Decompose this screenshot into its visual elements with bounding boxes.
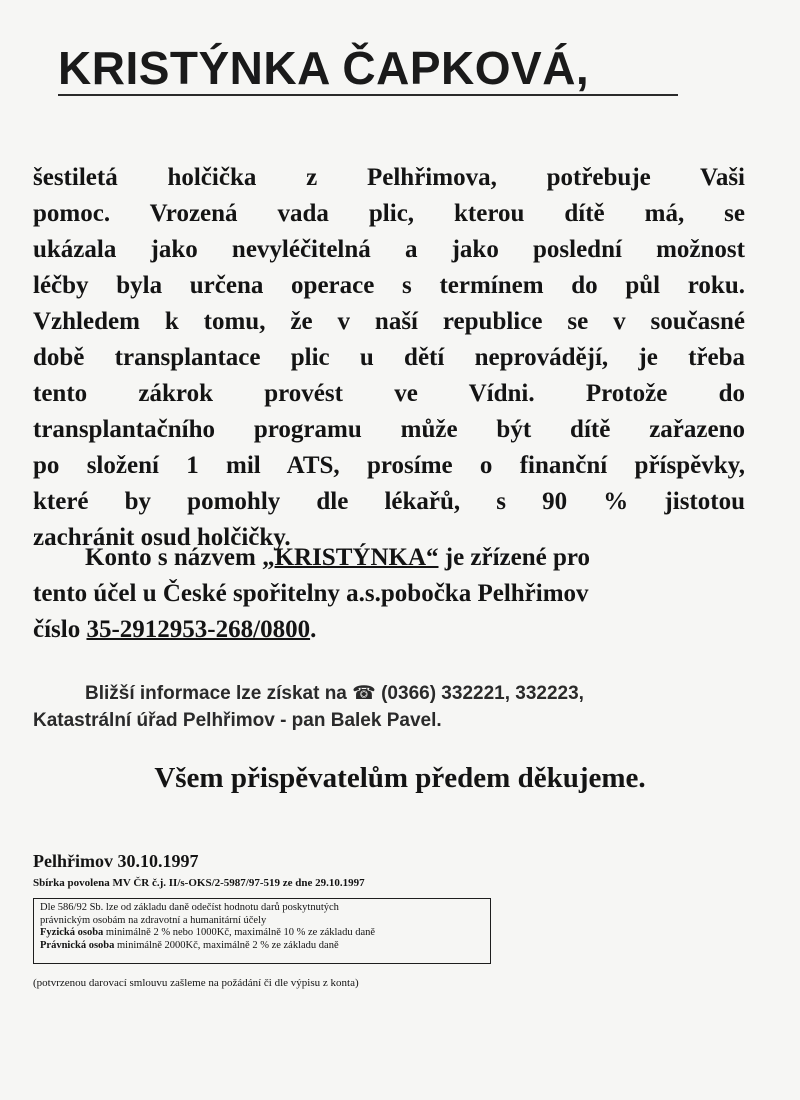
account-name: „KRISTÝNKA“ xyxy=(262,544,439,571)
account-number: 35-2912953-268/0800 xyxy=(86,616,311,643)
appeal-line: zachránit osud holčičky. xyxy=(33,524,291,551)
contact-line-2: Katastrální úřad Pelhřimov - pan Balek Pavel. xyxy=(33,710,442,731)
account-line-2: tento účel u České spořitelny a.s.pobočka Pelhřimov xyxy=(33,580,589,607)
natural-person-text: minimálně 2 % nebo 1000Kč, maximálně 10 % ze základu daně xyxy=(103,927,376,938)
appeal-paragraph xyxy=(33,160,745,556)
appeal-line: pomoc. Vrozená vada plic, kterou dítě má, se xyxy=(33,200,745,227)
appeal-line: léčby byla určena operace s termínem do půl roku. xyxy=(33,272,745,299)
headline-underline xyxy=(58,94,678,96)
contact-line-1 xyxy=(33,680,753,707)
contact-prefix: Bližší informace lze získat na xyxy=(85,683,353,704)
tax-line-2: právnickým osobám na zdravotní a humanitární účely xyxy=(40,914,267,926)
appeal-line: šestiletá holčička z Pelhřimova, potřebuje Vaši xyxy=(33,164,745,191)
legal-person-text: minimálně 2000Kč, maximálně 2 % ze základu daně xyxy=(114,939,339,951)
account-line-1-suffix: je zřízené pro xyxy=(438,544,591,571)
account-line-1 xyxy=(33,540,745,576)
tax-line-natural-person xyxy=(40,927,484,940)
account-line-3-prefix: číslo xyxy=(33,616,87,643)
appeal-line: transplantačního programu může být dítě zařazeno xyxy=(33,416,745,443)
tax-deduction-box xyxy=(33,898,491,964)
phone-numbers: (0366) 332221, 332223, xyxy=(375,683,584,704)
appeal-line: tento zákrok provést ve Vídni. Protože do xyxy=(33,380,745,407)
telephone-icon: ☎ xyxy=(352,683,376,704)
tax-line-1: Dle 586/92 Sb. lze od základu daně odečíst hodnotu darů poskytnutých xyxy=(40,902,339,913)
collection-permit: Sbírka povolena MV ČR č.j. II/s-OKS/2-5987/97-519 ze dne 29.10.1997 xyxy=(33,877,365,889)
account-line-3-suffix: . xyxy=(310,616,317,643)
contact-info xyxy=(33,680,753,734)
tax-line-legal-person xyxy=(40,940,484,953)
natural-person-label: Fyzická osoba xyxy=(40,927,104,938)
account-paragraph xyxy=(33,540,745,648)
appeal-line: Vzhledem k tomu, že v naší republice se v současné xyxy=(33,308,745,335)
appeal-line: ukázala jako nevyléčitelná a jako poslední možnost xyxy=(33,236,745,263)
appeal-line: které by pomohly dle lékařů, s 90 % jistotou xyxy=(33,488,745,515)
headline: KRISTÝNKA ČAPKOVÁ, xyxy=(58,42,590,94)
confirmation-note: (potvrzenou darovací smlouvu zašleme na požádání či dle výpisu z konta) xyxy=(33,977,359,989)
place-date: Pelhřimov 30.10.1997 xyxy=(33,851,199,871)
appeal-line: po složení 1 mil ATS, prosíme o finanční příspěvky, xyxy=(33,452,745,479)
appeal-line: době transplantace plic u dětí neprovádějí, je třeba xyxy=(33,344,745,371)
account-line-3 xyxy=(33,612,745,648)
thanks-heading: Všem přispěvatelům předem děkujeme. xyxy=(154,762,646,794)
legal-person-label: Právnická osoba xyxy=(40,939,115,951)
account-line-1-prefix: Konto s názvem xyxy=(85,544,263,571)
